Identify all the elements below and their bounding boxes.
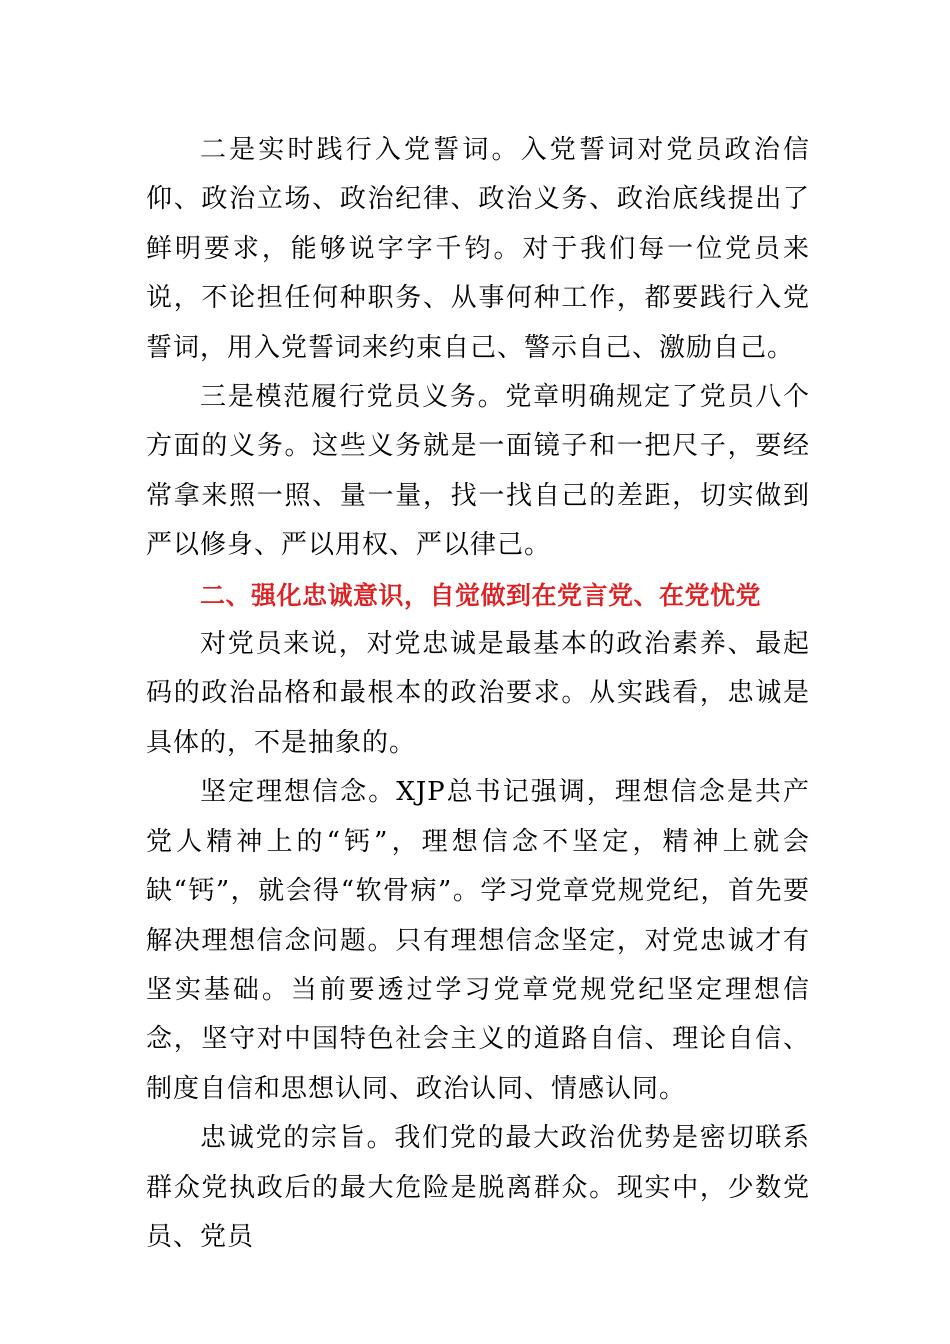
paragraph-obligations: 三是模范履行党员义务。党章明确规定了党员八个方面的义务。这些义务就是一面镜子和一把尺子，要经常拿来照一照、量一量，找一找自己的差距，切实做到严以修身、严以用权、严以律己。: [146, 382, 810, 561]
paragraph-loyalty-intro: 对党员来说，对党忠诚是最基本的政治素养、最起码的政治品格和最根本的政治要求。从实践看，忠诚是具体的，不是抽象的。: [146, 629, 810, 758]
section-heading: 二、强化忠诚意识，自觉做到在党言党、在党忧党: [200, 580, 762, 610]
paragraph-ideals: 坚定理想信念。XJP总书记强调，理想信念是共产党人精神上的“钙”，理想信念不坚定，精神上就会缺“钙”，就会得“软骨病”。学习党章党规党纪，首先要解决理想信念问题。只有理想信念坚定，对党忠诚才有坚实基础。当前要透过学习党章党规党纪坚定理想信念，坚守对中国特色社会主义的道路自信、理论自信、制度自信和思想认同、政治认同、情感认同。: [146, 777, 810, 1104]
paragraph-purpose: 忠诚党的宗旨。我们党的最大政治优势是密切联系群众党执政后的最大危险是脱离群众。现实中，少数党员、党员: [146, 1123, 810, 1252]
paragraph-oath: 二是实时践行入党誓词。入党誓词对党员政治信仰、政治立场、政治纪律、政治义务、政治底线提出了鲜明要求，能够说字字千钧。对于我们每一位党员来说，不论担任何种职务、从事何种工作，都要践行入党誓词，用入党誓词来约束自己、警示自己、激励自己。: [146, 135, 810, 363]
document-body: [146, 126, 810, 1262]
